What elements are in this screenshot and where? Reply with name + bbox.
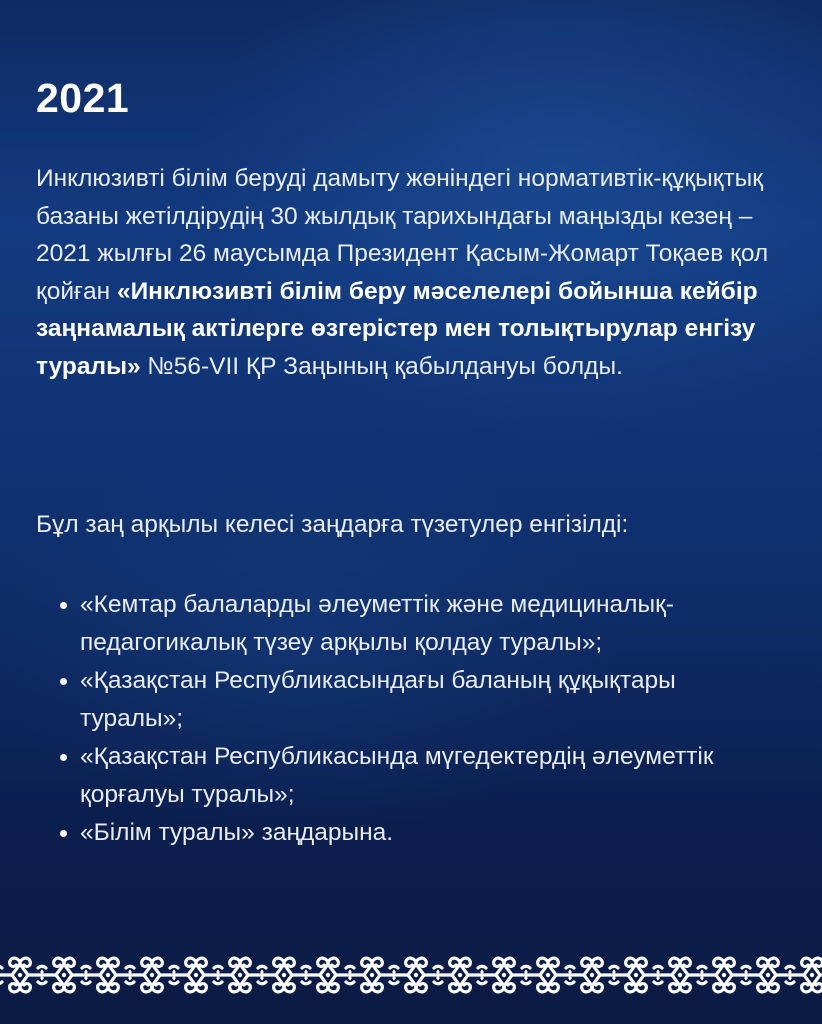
list-item-text: «Қазақстан Республикасындағы баланың құқықтары туралы»; xyxy=(80,667,676,732)
list-item-text: «Білім туралы» заңдарына. xyxy=(80,819,394,846)
year-heading: 2021 xyxy=(36,75,130,121)
intro-tail-text: №56-VII ҚР Заңының қабылдануы болды. xyxy=(140,352,623,380)
amended-laws-list xyxy=(36,586,736,852)
bullet-icon xyxy=(60,602,67,609)
bullet-icon xyxy=(60,754,67,761)
bullet-icon xyxy=(60,830,67,837)
list-item xyxy=(36,662,736,738)
intro-lead-text: Инклюзивті білім беруді дамыту жөніндегі нормативтік-құқықтық базаны жетілдірудің 30 жылдық тарихындағы маңызды кезең – 2021 жылғы 26 маусымда Президент Қасым-Жомарт Тоқаев қол қойған xyxy=(36,165,769,305)
list-item-text: «Кемтар балаларды әлеуметтік және медициналық-педагогикалық түзеу арқылы қолдау туралы»; xyxy=(80,591,674,656)
kazakh-pattern-border-icon xyxy=(0,950,822,1000)
intro-paragraph xyxy=(36,160,796,385)
list-item xyxy=(36,738,736,814)
list-item-text: «Қазақстан Республикасында мүгедектердің әлеуметтік қорғалуы туралы»; xyxy=(80,743,714,808)
list-item xyxy=(36,586,736,662)
law-title: «Инклюзивті білім беру мәселелері бойынша кейбір заңнамалық актілерге өзгерістер мен толықтырулар енгізу туралы» xyxy=(36,277,758,380)
amendments-lead: Бұл заң арқылы келесі заңдарға түзетулер енгізілді: xyxy=(36,511,629,538)
list-item xyxy=(36,814,736,852)
bullet-icon xyxy=(60,678,67,685)
